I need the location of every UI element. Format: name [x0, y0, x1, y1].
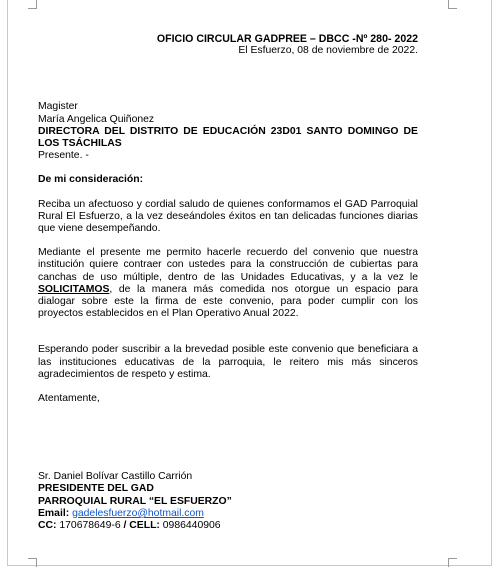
contact-separator: /: [123, 520, 127, 532]
cell-label: CELL:: [129, 520, 160, 532]
signature-name: Sr. Daniel Bolívar Castillo Carrión: [38, 471, 193, 483]
signature-org: PARROQUIAL RURAL “EL ESFUERZO”: [38, 495, 232, 507]
document-date: El Esfuerzo, 08 de noviembre de 2022.: [238, 45, 418, 57]
paragraph-2: [38, 247, 418, 320]
greeting: De mi consideración:: [38, 174, 144, 186]
cc-label: CC:: [38, 520, 57, 532]
recipient-title: Magister: [38, 101, 78, 113]
signature-email-line: [38, 508, 418, 520]
email-label: Email:: [38, 507, 70, 519]
document-reference: OFICIO CIRCULAR GADPREE – DBCC -Nº 280- 2022: [156, 33, 418, 45]
paragraph-1: Reciba un afectuoso y cordial saludo de quienes conformamos el GAD Parroquial Rural El Esfuerzo, a la vez deseándoles éxitos en tan delicadas funciones diarias que viene desempeñando.: [38, 198, 418, 235]
signature-contact-line: [38, 520, 418, 532]
margin-corner-bottom-right: [448, 558, 457, 567]
recipient-presente: Presente. -: [38, 150, 89, 162]
signature-role: PRESIDENTE DEL GAD: [38, 483, 154, 495]
paragraph-3: Esperando poder suscribir a la brevedad posible este convenio que beneficiara a las instituciones educativas de la parroquia, le reitero mis más sinceros agradecimientos de respeto y estima.: [38, 344, 418, 380]
paragraph-2-part-2: , de la manera más comedida nos otorgue un espacio para dialogar sobre este la firma de este convenio, para poder cumplir con los proyectos establecidos en el Plan Operativo Anual 2022.: [38, 283, 418, 320]
margin-corner-top-right: [448, 0, 457, 9]
paragraph-2-part-1: Mediante el presente me permito hacerle recuerdo del convenio que nuestra institución quiere contraer con ustedes para la construcción de cubiertas para canchas de uso múltiple, dentro de las Unidades Educativas, y a la vez le: [38, 247, 418, 283]
document-body: [38, 33, 418, 532]
recipient-name: María Angelica Quiñonez: [38, 113, 155, 125]
cc-value: 170678649-6: [59, 520, 121, 532]
recipient-position: DIRECTORA DEL DISTRITO DE EDUCACIÓN 23D01 SANTO DOMINGO DE LOS TSÁCHILAS: [38, 125, 418, 150]
margin-corner-top-left: [28, 0, 37, 9]
cell-value: 0986440906: [162, 520, 221, 532]
email-link[interactable]: gadelesfuerzo@hotmail.com: [72, 507, 204, 519]
closing: Atentamente,: [38, 393, 100, 405]
margin-corner-bottom-left: [28, 558, 37, 567]
paragraph-2-emphasis: SOLICITAMOS: [38, 283, 110, 295]
